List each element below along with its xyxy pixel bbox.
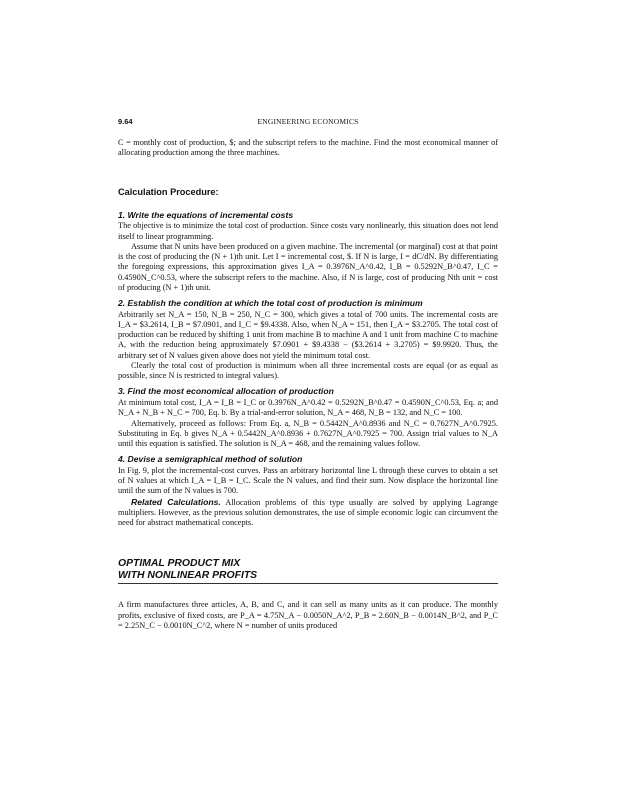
running-title: ENGINEERING ECONOMICS: [257, 117, 359, 126]
step-3-heading: 3. Find the most economical allocation of production: [118, 386, 334, 397]
step-1-paragraph-1: The objective is to minimize the total cost of production. Since costs vary nonlinearly, this situation does not lend itself to linear programming.: [118, 221, 498, 241]
step-2-paragraph-2: Clearly the total cost of production is minimum when all three incremental costs are equal (or as equal as possible, since N is restricted to integral values).: [118, 360, 498, 381]
step-1-paragraph-2: Assume that N units have been produced on a given machine. The incremental (or marginal) cost at that point is the cost of producing the (N + 1)th unit. Let I = incremental cost, $. If N is large, I = dC/dN. By differentiating the foregoing expressions, this approximation gives I_A = 0.3976N_A^0.42, I_B = 0.5292N_B^0.47, I_C = 0.4590N_C^0.53, where the subscript refers to the machine. Also, if N is large, cost of producing Nth unit = cost of producing (N + 1)th unit.: [118, 241, 498, 292]
related-calculations: [118, 497, 498, 529]
section-title: [118, 558, 498, 581]
step-3-paragraph-2: Alternatively, proceed as follows: From Eq. a, N_B = 0.5442N_A^0.8936 and N_C = 0.7627N_A^0.7925. Substituting in Eq. b gives N_A + 0.5442N_A^0.8936 + 0.7627N_A^0.7925 = 700. Assign trial values to N_A until this equation is satisfied. The solution is N_A = 468, and the remaining values follow.: [118, 418, 498, 449]
step-4-paragraph-1: In Fig. 9, plot the incremental-cost curves. Pass an arbitrary horizontal line L through these curves to obtain a set of N values at which I_A = I_B = I_C. Scale the N values, and find their sum. Now displace the horizontal line until the sum of the N values is 700.: [118, 465, 498, 496]
related-calculations-text: Allocation problems of this type usually are solved by applying Lagrange multipliers. However, as the previous solution demonstrates, the use of simple economic logic can circumvent the need for abstract mathematical concepts.: [118, 497, 498, 528]
page-number: 9.64: [118, 117, 133, 126]
running-header: [118, 117, 498, 129]
section-rule: [118, 583, 498, 584]
section-title-line-2: WITH NONLINEAR PROFITS: [118, 569, 258, 581]
section-title-line-1: OPTIMAL PRODUCT MIX: [118, 558, 241, 570]
section-paragraph: A firm manufactures three articles, A, B, and C, and it can sell as many units as it can produce. The monthly profits, exclusive of fixed costs, are P_A = 4.75N_A − 0.0050N_A^2, P_B = 2.60N_B − 0.0014N_B^2, and P_C = 2.25N_C − 0.0010N_C^2, where N = number of units produced: [118, 600, 498, 630]
page-content: [118, 138, 498, 631]
step-2-paragraph-1: Arbitrarily set N_A = 150, N_B = 250, N_C = 300, which gives a total of 700 units. The incremental costs are I_A = $3.2614, I_B = $7.0901, and I_C = $9.4338. Also, when N_A = 151, then I_A = $3.2705. The total cost of production can be reduced by shifting 1 unit from machine B to machine A and 1 unit from machine C to machine A, with the reduction being approximately $7.0901 + $9.4338 − ($3.2614 + 3.2705) = $9.9920. Thus, the arbitrary set of N values given above does not yield the minimum total cost.: [118, 309, 498, 360]
calculation-heading: Calculation Procedure:: [118, 186, 219, 197]
step-4-heading: 4. Devise a semigraphical method of solution: [118, 454, 303, 465]
step-3-paragraph-1: At minimum total cost, I_A = I_B = I_C or 0.3976N_A^0.42 = 0.5292N_B^0.47 = 0.4590N_C^0.53, Eq. a; and N_A + N_B + N_C = 700, Eq. b. By a trial-and-error solution, N_A = 468, N_B = 132, and N_C = 100.: [118, 398, 498, 418]
step-1-heading: 1. Write the equations of incremental costs: [118, 209, 294, 220]
related-calculations-label: Related Calculations.: [131, 496, 221, 507]
step-2-heading: 2. Establish the condition at which the total cost of production is minimum: [118, 298, 423, 309]
intro-paragraph: C = monthly cost of production, $; and the subscript refers to the machine. Find the most economical manner of allocating production among the three machines.: [118, 138, 498, 158]
